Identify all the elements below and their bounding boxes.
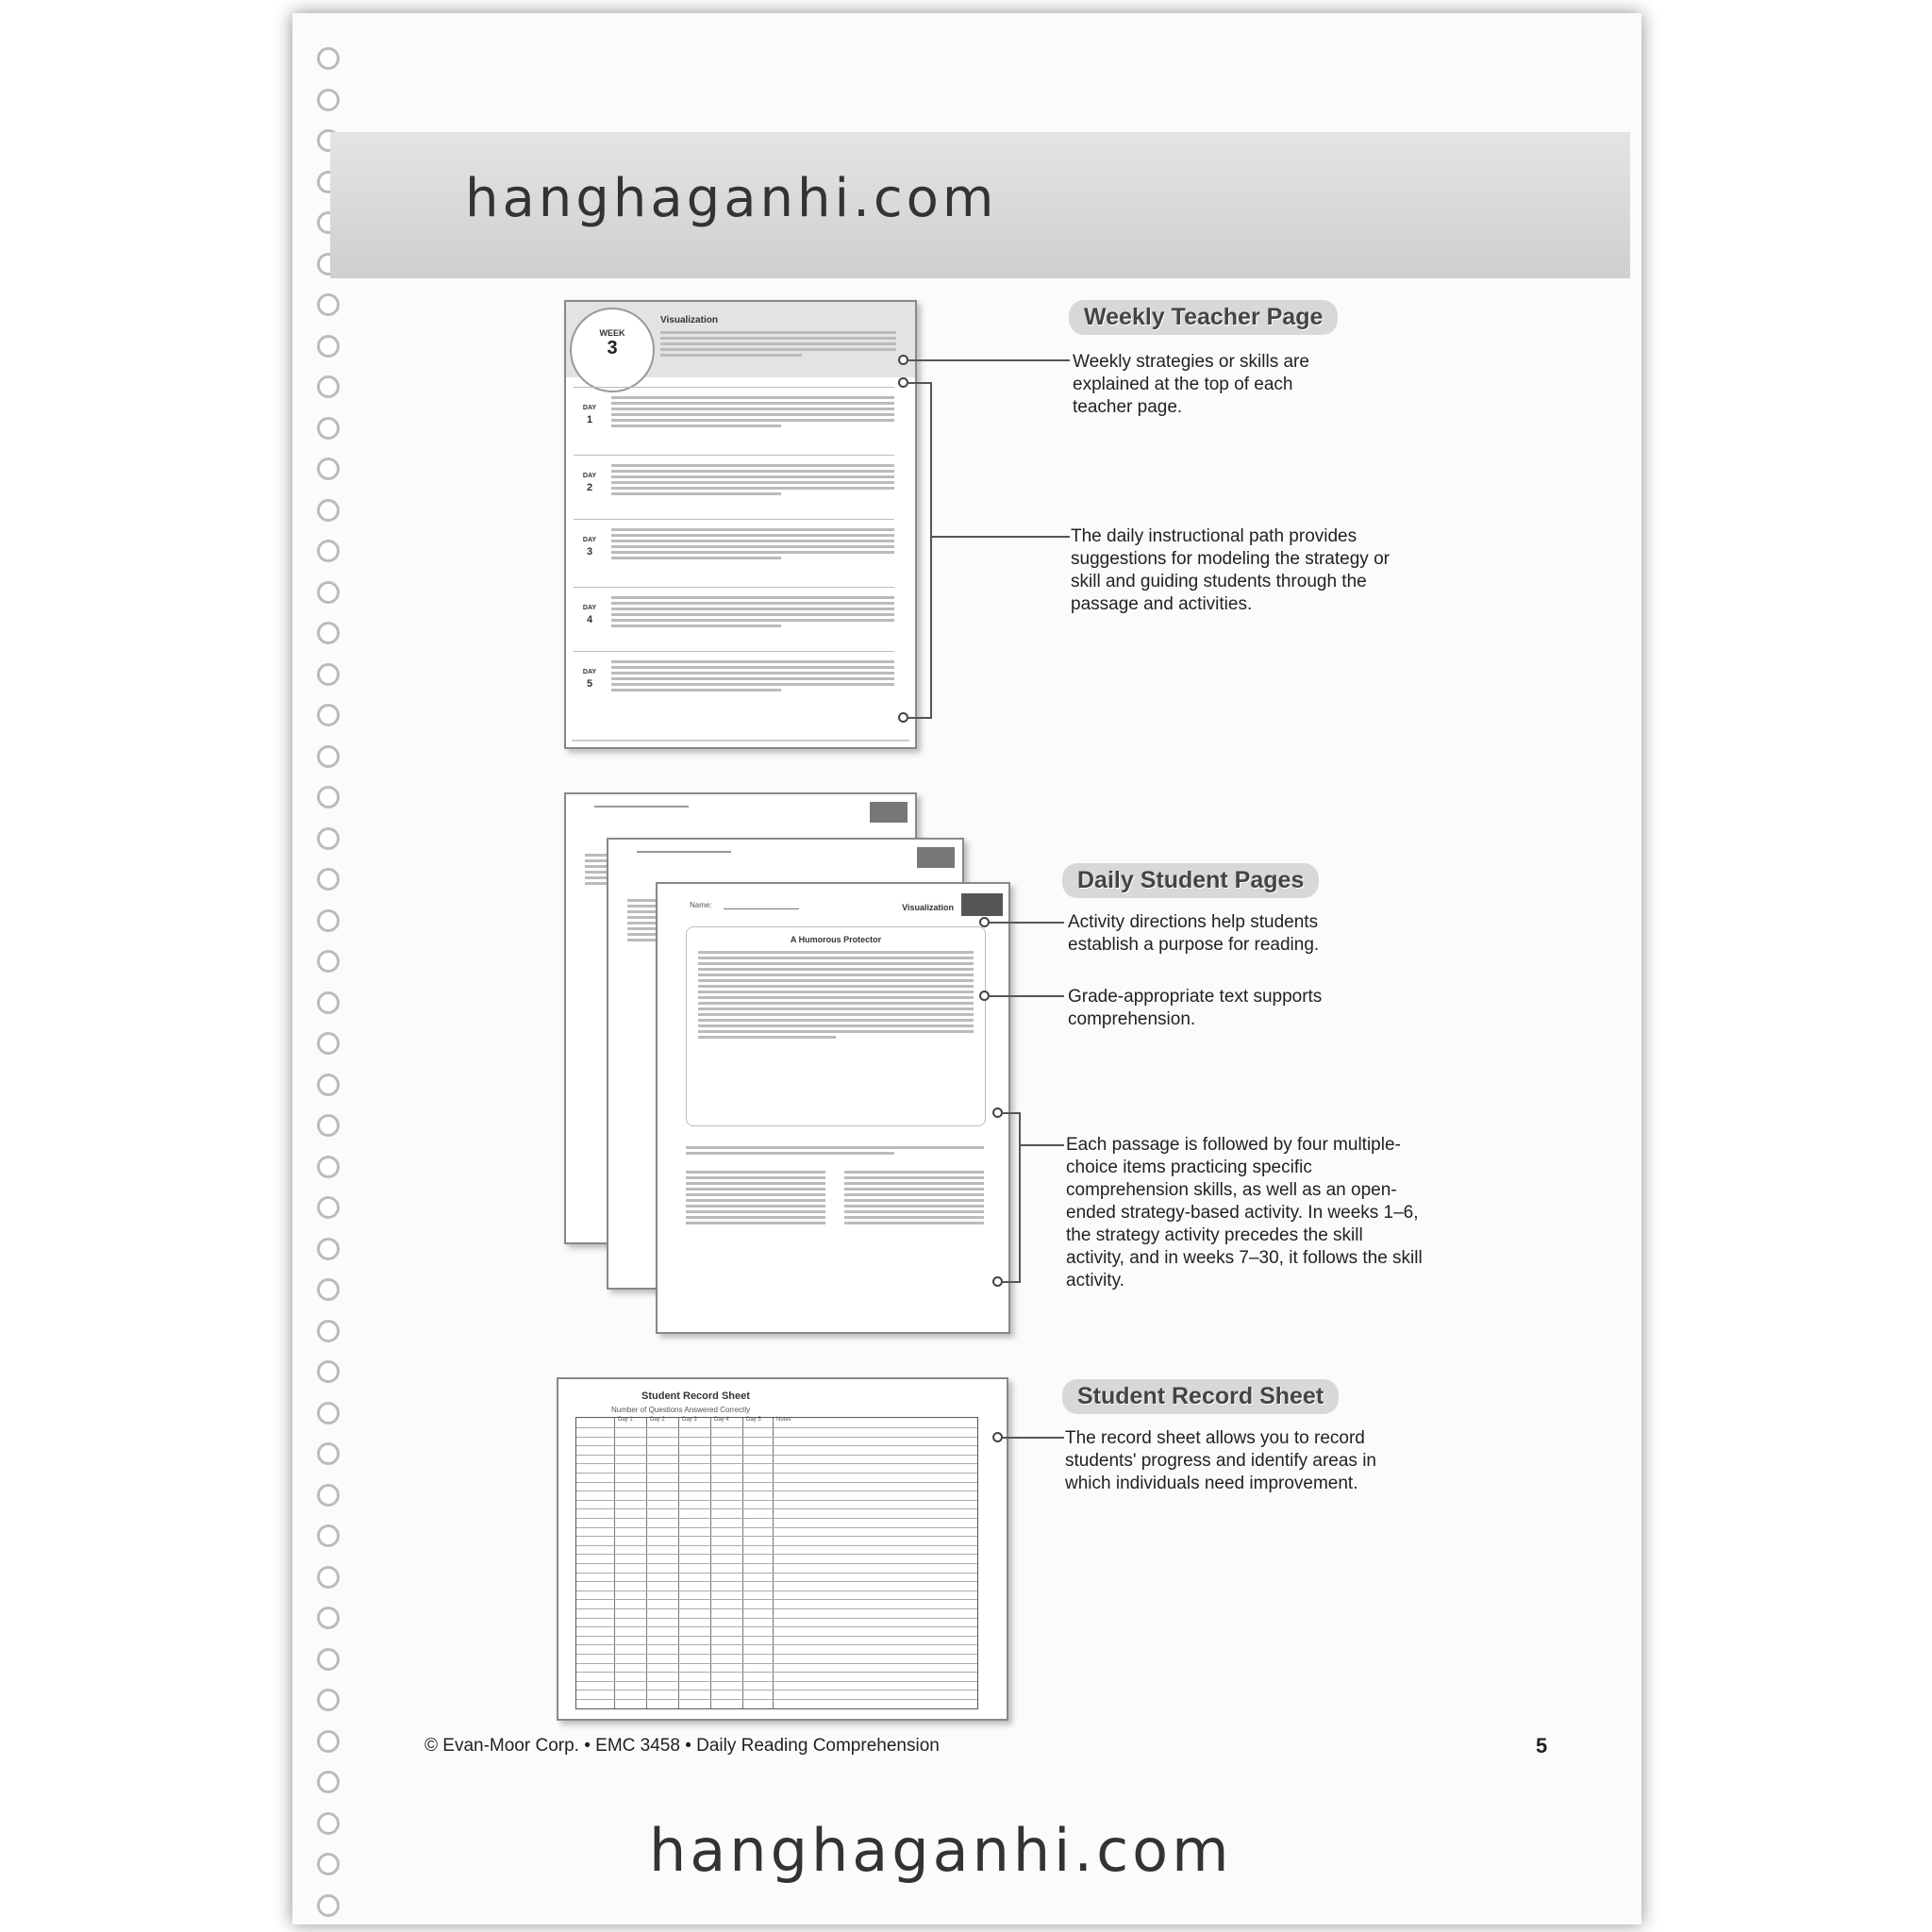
day-row: [574, 387, 894, 446]
day-number: 5: [586, 678, 593, 690]
record-row-rule: [576, 1437, 977, 1438]
student-page-thumbnail-front: [656, 882, 1010, 1334]
spiral-ring: [317, 704, 340, 726]
spiral-ring: [317, 375, 340, 398]
record-row-rule: [576, 1427, 977, 1428]
week-badge: [570, 308, 655, 392]
spiral-ring: [317, 1196, 340, 1219]
record-subtitle: Number of Questions Answered Correctly: [611, 1406, 751, 1414]
spiral-ring: [317, 540, 340, 562]
day-number: 1: [586, 414, 593, 425]
record-column-header: Day 4: [714, 1417, 729, 1423]
teacher-page-thumbnail: [564, 300, 917, 749]
spiral-ring: [317, 786, 340, 808]
spiral-ring: [317, 1853, 340, 1875]
record-row-rule: [576, 1473, 977, 1474]
watermark-top: hanghaganhi.com: [465, 168, 998, 229]
teacher-intro-text: [660, 328, 896, 359]
record-row-rule: [576, 1500, 977, 1501]
day-number: 2: [586, 482, 593, 493]
record-column-header: Notes: [776, 1417, 791, 1423]
day-number: 3: [586, 546, 593, 558]
spiral-ring: [317, 1812, 340, 1835]
record-row-rule: [576, 1654, 977, 1655]
heading-daily-student-pages: Daily Student Pages: [1062, 863, 1319, 898]
spiral-ring: [317, 1032, 340, 1055]
callout-multiple-choice: Each passage is followed by four multiple-choice items practicing specific comprehension skills, as well as an open-ended strategy-based activity. In weeks 1–6, the strategy activity precedes the skill activity, and in weeks 7–30, it follows the skill activity.: [1066, 1135, 1423, 1291]
record-row-rule: [576, 1527, 977, 1528]
day-label: DAY: [582, 669, 597, 675]
record-row-rule: [576, 1554, 977, 1555]
record-column-header: Day 1: [618, 1417, 633, 1423]
spiral-ring: [317, 1074, 340, 1096]
callout-activity-directions: Activity directions help students establish a purpose for reading.: [1068, 912, 1320, 955]
spiral-ring: [317, 581, 340, 604]
spiral-ring: [317, 89, 340, 111]
spiral-ring: [317, 663, 340, 686]
day-label: DAY: [582, 537, 597, 543]
record-row-rule: [576, 1455, 977, 1456]
week-number: 3: [607, 338, 618, 358]
record-row-rule: [576, 1508, 977, 1509]
spiral-ring: [317, 950, 340, 973]
callout-record-sheet: The record sheet allows you to record students' progress and identify areas in which individuals need improvement.: [1065, 1428, 1376, 1493]
record-row-rule: [576, 1608, 977, 1609]
spiral-ring: [317, 1689, 340, 1711]
record-row-rule: [576, 1482, 977, 1483]
spiral-ring: [317, 1114, 340, 1137]
spiral-ring: [317, 1894, 340, 1917]
spiral-ring: [317, 1278, 340, 1301]
day-number: 4: [586, 614, 593, 625]
record-column-header: Day 2: [650, 1417, 665, 1423]
student-topic: Visualization: [902, 903, 954, 912]
spiral-ring: [317, 1156, 340, 1178]
day-row: [574, 587, 894, 646]
day-row: [574, 519, 894, 578]
record-row-rule: [576, 1463, 977, 1464]
footer-credit: © Evan-Moor Corp. • EMC 3458 • Daily Reading Comprehension: [425, 1736, 940, 1756]
spiral-ring: [317, 499, 340, 522]
spiral-ring: [317, 1566, 340, 1589]
spiral-ring: [317, 827, 340, 850]
teacher-footer-rule: [572, 740, 909, 741]
spiral-ring: [317, 1484, 340, 1507]
spiral-ring: [317, 458, 340, 480]
spiral-ring: [317, 1238, 340, 1260]
record-row-rule: [576, 1636, 977, 1637]
callout-grade-text: Grade-appropriate text supports comprehension.: [1068, 987, 1323, 1029]
spiral-ring: [317, 1607, 340, 1629]
record-row-rule: [576, 1563, 977, 1564]
spiral-ring: [317, 1402, 340, 1424]
record-sheet-thumbnail: [557, 1377, 1008, 1721]
week-label: WEEK: [599, 328, 625, 338]
day-label: DAY: [582, 473, 597, 479]
record-row-rule: [576, 1599, 977, 1600]
record-column-header: Day 3: [682, 1417, 697, 1423]
record-row-rule: [576, 1573, 977, 1574]
question-area: [686, 1143, 984, 1227]
spiral-ring: [317, 1360, 340, 1383]
record-row-rule: [576, 1663, 977, 1664]
spiral-ring: [317, 991, 340, 1014]
record-grid: [575, 1417, 978, 1709]
record-row-rule: [576, 1699, 977, 1700]
watermark-bottom: hanghaganhi.com: [649, 1816, 1233, 1885]
spiral-ring: [317, 417, 340, 440]
week-day-tab: [961, 893, 1003, 916]
record-row-rule: [576, 1626, 977, 1627]
callout-daily-path: The daily instructional path provides suggestions for modeling the strategy or skill and guiding students through the passage and activities.: [1071, 526, 1390, 614]
record-row-rule: [576, 1672, 977, 1673]
spiral-ring: [317, 1648, 340, 1671]
spiral-ring: [317, 47, 340, 70]
day-label: DAY: [582, 605, 597, 611]
page-number: 5: [1536, 1734, 1548, 1757]
record-row-rule: [576, 1545, 977, 1546]
record-row-rule: [576, 1581, 977, 1582]
heading-student-record-sheet: Student Record Sheet: [1062, 1379, 1339, 1414]
record-row-rule: [576, 1445, 977, 1446]
spiral-ring: [317, 335, 340, 358]
day-row: [574, 455, 894, 514]
day-row: [574, 651, 894, 710]
heading-weekly-teacher-page: Weekly Teacher Page: [1069, 300, 1338, 335]
record-row-rule: [576, 1681, 977, 1682]
spiral-ring: [317, 293, 340, 316]
spiral-ring: [317, 1730, 340, 1753]
record-title: Student Record Sheet: [641, 1391, 750, 1402]
record-row-rule: [576, 1644, 977, 1645]
record-row-rule: [576, 1618, 977, 1619]
spiral-ring: [317, 745, 340, 768]
teacher-title: Visualization: [660, 315, 718, 325]
record-row-rule: [576, 1536, 977, 1537]
spiral-ring: [317, 1771, 340, 1793]
record-column-header: Day 5: [746, 1417, 761, 1423]
spiral-ring: [317, 1524, 340, 1547]
passage-title: A Humorous Protector: [790, 935, 882, 944]
spiral-ring: [317, 909, 340, 932]
spiral-ring: [317, 1320, 340, 1342]
student-name-label: Name:: [690, 901, 712, 909]
day-label: DAY: [582, 405, 597, 411]
spiral-ring: [317, 1442, 340, 1465]
spiral-ring: [317, 622, 340, 644]
callout-weekly-strategies: Weekly strategies or skills are explained at the top of each teacher page.: [1073, 352, 1309, 417]
record-row-rule: [576, 1518, 977, 1519]
spiral-ring: [317, 868, 340, 891]
passage-box: [686, 926, 986, 1126]
